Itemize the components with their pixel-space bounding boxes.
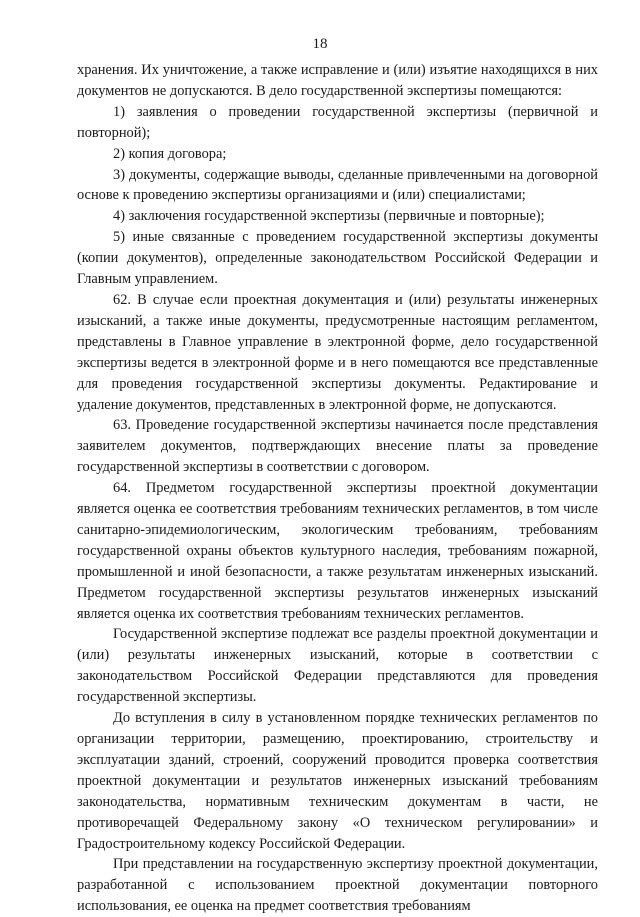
paragraph-reuse-documentation: При представлении на государственную экспертизу проектной документации, разработанной с использованием проектной документации повторного использования, ее оценка на предмет соответствия требованиям — [77, 856, 598, 915]
list-item-other-documents: 5) иные связанные с проведением государственной экспертизы документы (копии документов), определенные законодательством Российской Федерации и Главным управлением. — [77, 229, 598, 288]
paragraph-clause-62: 62. В случае если проектная документация и (или) результаты инженерных изысканий, а также иные документы, предусмотренные настоящим регламентом, представлены в Главное управление в электронной форме, дело государственной экспертизы ведется в электронной форме и в него помещаются все представленные для проведения государственной экспертизы документы. Редактирование и удаление документов, представленных в электронной форме, не допускаются. — [77, 291, 598, 413]
list-item-contract-copy: 2) копия договора; — [113, 145, 227, 162]
page-number: 18 — [312, 36, 328, 52]
list-item-expertise-conclusions: 4) заключения государственной экспертизы (первичные и повторные); — [113, 208, 545, 225]
paragraph-storage-continuation: хранения. Их уничтожение, а также исправление и (или) изъятие находящихся в них документов не допускаются. В дело государственной экспертизы помещаются: — [77, 62, 598, 99]
document-body — [77, 60, 598, 917]
list-item-documents-conclusions: 3) документы, содержащие выводы, сделанные привлеченными на договорной основе к проведению экспертизы организациями и (или) специалистами; — [77, 166, 598, 204]
list-item-applications: 1) заявления о проведении государственной экспертизы (первичной и повторной); — [77, 103, 598, 141]
paragraph-subject-sections: Государственной экспертизе подлежат все разделы проектной документации и (или) результаты инженерных изысканий, которые в соответствии с законодательством Российской Федерации представляются для проведения государственной экспертизы. — [77, 626, 598, 706]
paragraph-before-regulations: До вступления в силу в установленном порядке технических регламентов по организации территории, размещению, проектированию, строительству и эксплуатации зданий, строений, сооружений проводится проверка соответствия проектной документации и результатов инженерных изысканий требованиям законодательства, нормативным техническим документам в части, не противоречащей Федеральному закону «О техническом регулировании» и Градостроительному кодексу Российской Федерации. — [77, 710, 598, 852]
paragraph-clause-64: 64. Предметом государственной экспертизы проектной документации является оценка ее соответствия требованиям технических регламентов, в том числе санитарно-эпидемиологическим, экологическим требованиям, требованиям государственной охраны объектов культурного наследия, требованиям пожарной, промышленной и иной безопасности, а также результатам инженерных изысканий. Предметом государственной экспертизы результатов инженерных изысканий является оценка их соответствия требованиям технических регламентов. — [77, 480, 598, 622]
paragraph-clause-63: 63. Проведение государственной экспертизы начинается после представления заявителем документов, подтверждающих внесение платы за проведение государственной экспертизы в соответствии с договором. — [77, 417, 598, 476]
